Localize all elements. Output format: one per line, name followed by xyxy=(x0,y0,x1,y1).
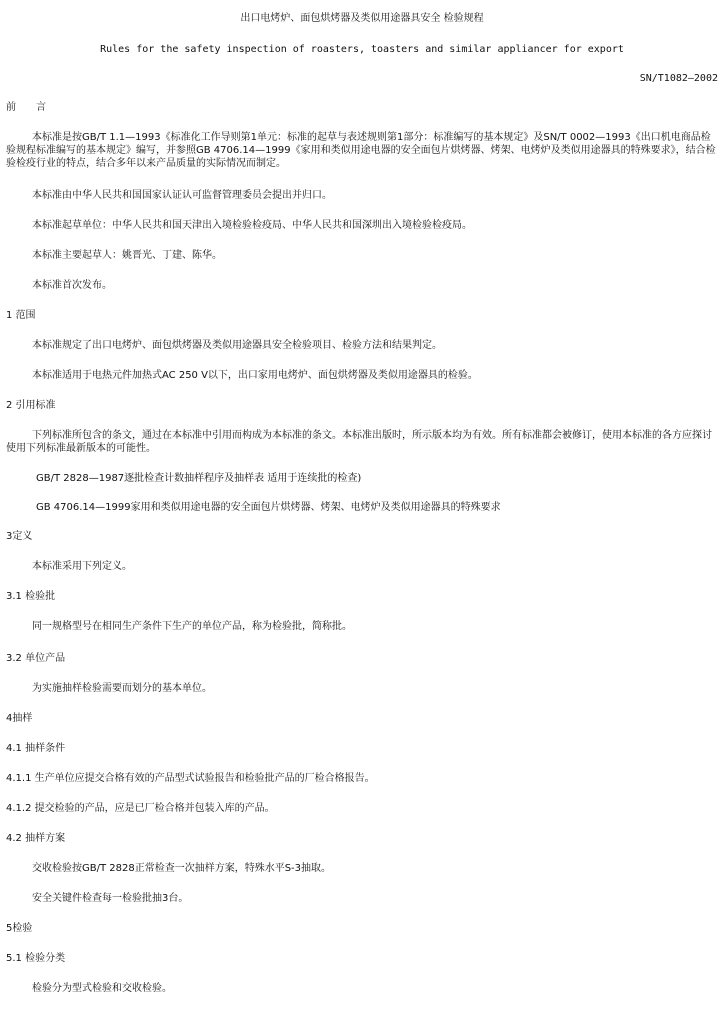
document-title-english: Rules for the safety inspection of roasters, toasters and similar appliancer for export xyxy=(100,44,624,55)
section-5-1-paragraph: 检验分为型式检验和交收检验。 xyxy=(32,983,172,994)
section-2-heading: 2 引用标准 xyxy=(6,400,56,411)
foreword-paragraph-2: 本标准由中华人民共和国国家认证认可监督管理委员会提出并归口。 xyxy=(32,190,332,201)
section-3-1-heading: 3.1 检验批 xyxy=(6,591,56,602)
document-title: 出口电烤炉、面包烘烤器及类似用途器具安全 检验规程 xyxy=(240,13,484,24)
section-4-1-1-paragraph: 4.1.1 生产单位应提交合格有效的产品型式试验报告和检验批产品的厂检合格报告。 xyxy=(6,773,375,784)
section-1-paragraph-2: 本标准适用于电热元件加热式AC 250 V以下，出口家用电烤炉、面包烘烤器及类似用途器具的检验。 xyxy=(32,370,478,381)
section-4-2-paragraph-2: 安全关键件检查每一检验批抽3台。 xyxy=(32,893,189,904)
section-3-heading: 3定义 xyxy=(6,531,33,542)
section-4-2-heading: 4.2 抽样方案 xyxy=(6,833,66,844)
section-4-1-2-paragraph: 4.1.2 提交检验的产品，应是已厂检合格并包装入库的产品。 xyxy=(6,803,275,814)
section-4-2-paragraph-1: 交收检验按GB/T 2828正常检查一次抽样方案，特殊水平S-3抽取。 xyxy=(32,863,332,874)
section-4-heading: 4抽样 xyxy=(6,713,33,724)
section-1-paragraph-1: 本标准规定了出口电烤炉、面包烘烤器及类似用途器具安全检验项目、检验方法和结果判定。 xyxy=(32,340,442,351)
section-3-paragraph-1: 本标准采用下列定义。 xyxy=(32,561,132,572)
standard-number: SN/T1082—2002 xyxy=(639,73,718,84)
section-1-heading: 1 范围 xyxy=(6,310,36,321)
section-3-1-paragraph: 同一规格型号在相同生产条件下生产的单位产品，称为检验批，简称批。 xyxy=(32,621,352,632)
reference-standard-2: GB 4706.14—1999家用和类似用途电器的安全面包片烘烤器、烤架、电烤炉及类似用途器具的特殊要求 xyxy=(36,502,501,513)
section-5-heading: 5检验 xyxy=(6,923,33,934)
foreword-paragraph-4: 本标准主要起草人：姚晋光、丁建、陈华。 xyxy=(32,250,222,261)
foreword-paragraph-3: 本标准起草单位：中华人民共和国天津出入境检验检疫局、中华人民共和国深圳出入境检验检疫局。 xyxy=(32,220,472,231)
section-3-2-heading: 3.2 单位产品 xyxy=(6,653,66,664)
foreword-paragraph-1: 本标准是按GB/T 1.1—1993《标准化工作导则第1单元：标准的起草与表述规则第1部分：标准编写的基本规定》及SN/T 0002—1993《出口机电商品检验规程标准编写的基本规定》编写，并参照GB 4706.14—1999《家用和类似用途电器的安全面包片烘烤器、烤架、电烤炉及类似用途器具的特殊要求》，结合检验检疫行业的特点，结合多年以来产品质量的实际情况而制定。 xyxy=(6,132,716,169)
section-3-2-paragraph: 为实施抽样检验需要而划分的基本单位。 xyxy=(32,683,212,694)
foreword-paragraph-5: 本标准首次发布。 xyxy=(32,280,112,291)
foreword-heading: 前 言 xyxy=(6,102,46,113)
section-2-paragraph-1: 下列标准所包含的条文，通过在本标准中引用而构成为本标准的条文。本标准出版时，所示版本均为有效。所有标准都会被修订，使用本标准的各方应探讨使用下列标准最新版本的可能性。 xyxy=(6,430,712,454)
section-4-1-heading: 4.1 抽样条件 xyxy=(6,743,66,754)
reference-standard-1: GB/T 2828—1987逐批检查计数抽样程序及抽样表 适用于连续批的检查) xyxy=(36,473,362,484)
section-5-1-heading: 5.1 检验分类 xyxy=(6,953,66,964)
